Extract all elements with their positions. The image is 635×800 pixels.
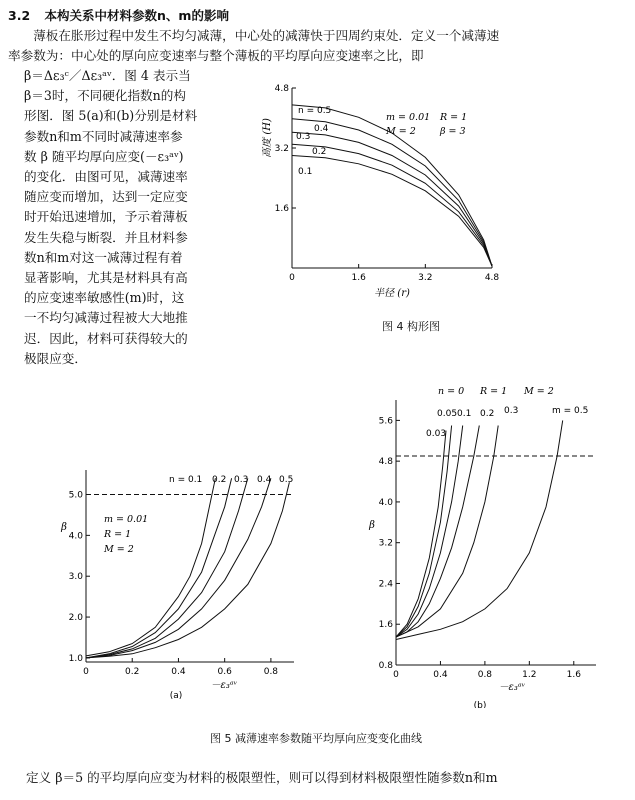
y-tick-label: 2.0 [68, 613, 83, 624]
left-line: 数 β 随平均厚向应变(－ε₃ᵃᵛ) [24, 148, 184, 164]
parameter-annotation: R = 1 [480, 386, 508, 397]
x-tick-label: 0.6 [217, 667, 232, 677]
series-line [86, 478, 215, 656]
y-axis-label: β [61, 522, 67, 533]
left-line: β＝3时，不同硬化指数n的构 [24, 88, 186, 104]
bottom-paragraph: 定义 β＝5 的平均厚向应变为材料的极限塑性，则可以得到材料极限塑性随参数n和m [26, 770, 498, 785]
series-label: 0.2 [312, 147, 327, 157]
x-tick-label: 0 [83, 667, 89, 677]
sub-figure-label: (a) [169, 691, 183, 701]
x-tick-label: 1.6 [351, 273, 366, 283]
x-tick-label: 0.8 [477, 670, 493, 680]
left-line: 迟．因此，材料可获得较大的 [24, 330, 188, 346]
series-label: 0.03 [426, 429, 447, 439]
x-tick-label: 1.6 [566, 670, 581, 680]
x-tick-label: 0 [289, 273, 295, 283]
intro-paragraph [8, 26, 624, 66]
y-tick-label: 3.2 [274, 144, 289, 154]
series-line [396, 426, 463, 638]
series-line [292, 119, 492, 266]
x-tick-label: 0.2 [125, 667, 140, 677]
parameter-annotation: n = 0 [438, 386, 465, 397]
series-label: 0.4 [314, 124, 329, 134]
section-heading [8, 6, 229, 24]
series-label: 0.5 [279, 475, 294, 485]
sub-figure-label: (b) [473, 701, 487, 708]
parameter-annotation: M = 2 [386, 126, 416, 137]
series-label: 0.3 [504, 406, 519, 416]
left-line: 随应变而增加，达到一定应变 [24, 189, 188, 205]
parameter-annotation: M = 2 [104, 544, 134, 555]
series-line [86, 478, 248, 658]
y-tick-label: 4.0 [378, 497, 393, 508]
series-line [396, 426, 498, 638]
x-axis-label: －ε₃ᵃᵛ [210, 680, 238, 691]
x-tick-label: 0 [393, 670, 399, 680]
series-label: 0.3 [296, 132, 311, 142]
section-title: 本构关系中材料参数n、m的影响 [44, 8, 229, 23]
left-line: 显著影响，尤其是材料具有高 [24, 270, 188, 286]
y-tick-label: 0.8 [378, 661, 393, 671]
series-label: n = 0.1 [169, 475, 203, 485]
parameter-annotation: m = 0.01 [386, 112, 431, 123]
series-label: 0.1 [457, 409, 472, 419]
x-axis-label: －ε₃ᵃᵛ [498, 682, 526, 693]
series-label: 0.2 [480, 409, 495, 419]
left-line: 发生失稳与断裂．并且材料参 [24, 229, 188, 245]
y-axis-label: 高度 (H) [262, 118, 273, 158]
y-tick-label: 1.6 [378, 620, 393, 631]
y-tick-label: 3.2 [378, 538, 393, 549]
left-line: 极限应变． [24, 350, 87, 366]
series-label: 0.3 [234, 475, 249, 485]
left-line: 时开始迅速增加，予示着薄板 [24, 209, 188, 225]
x-tick-label: 0.4 [433, 670, 448, 680]
intro-line-2: 率参数为：中心处的厚向应变速率与整个薄板的平均厚向应变速率之比，即 [8, 48, 424, 63]
x-tick-label: 0.4 [171, 667, 186, 677]
left-line: 的变化．由图可见，减薄速率 [24, 169, 188, 185]
left-line: 数n和m对这一减薄过程有着 [24, 249, 183, 265]
parameter-annotation: R = 1 [104, 529, 132, 540]
x-tick-label: 4.8 [484, 273, 500, 283]
series-label: 0.2 [212, 475, 227, 485]
section-number: 3.2 [8, 8, 31, 23]
parameter-annotation: M = 2 [524, 386, 554, 397]
figure-4-chart [262, 78, 512, 308]
x-tick-label: 3.2 [418, 273, 433, 283]
parameter-annotation: m = 0.01 [104, 514, 149, 525]
parameter-annotation: R = 1 [440, 112, 468, 123]
x-axis-label: 半径 (r) [374, 288, 410, 299]
left-line: 一不均匀减薄过程被大大地推 [24, 310, 188, 326]
y-tick-label: 5.0 [68, 490, 83, 501]
y-tick-label: 1.6 [274, 204, 289, 214]
series-line [86, 478, 271, 658]
series-line [396, 431, 446, 637]
intro-line-1: 薄板在胀形过程中发生不均匀减薄，中心处的减薄快于四周约束处．定义一个减薄速 [33, 28, 500, 43]
y-tick-label: 2.4 [378, 579, 393, 590]
y-tick-label: 4.8 [274, 84, 289, 94]
left-paragraph [24, 66, 256, 369]
x-tick-label: 0.8 [263, 667, 279, 677]
y-tick-label: 3.0 [68, 572, 83, 583]
parameter-annotation: β = 3 [440, 126, 466, 137]
left-line: 形图．图 5(a)和(b)分别是材料 [24, 108, 198, 124]
y-tick-label: 4.8 [378, 457, 393, 468]
series-label: 0.1 [298, 167, 313, 177]
figure-5-caption: 图 5 减薄速率参数随平均厚向应变变化曲线 [210, 732, 422, 745]
series-label: 0.4 [257, 475, 272, 485]
left-line: 的应变速率敏感性(m)时，这 [24, 290, 185, 306]
figure-5b-chart [356, 378, 606, 708]
series-label: 0.05 [437, 409, 458, 419]
series-line [396, 426, 479, 638]
series-label: n = 0.5 [298, 106, 332, 116]
figure-4-caption: 图 4 构形图 [382, 320, 440, 333]
series-label: m = 0.5 [552, 406, 589, 416]
y-tick-label: 5.6 [378, 416, 393, 427]
x-tick-label: 1.2 [522, 670, 537, 680]
y-axis-label: β [369, 520, 375, 531]
left-line: β＝Δε₃ᶜ／Δε₃ᵃᵛ．图 4 表示当 [24, 68, 191, 83]
figure-5a-chart [56, 470, 306, 710]
y-tick-label: 4.0 [68, 531, 83, 542]
left-line: 参数n和m不同时减薄速率参 [24, 128, 183, 144]
y-tick-label: 1.0 [68, 653, 83, 664]
series-line [86, 482, 289, 658]
